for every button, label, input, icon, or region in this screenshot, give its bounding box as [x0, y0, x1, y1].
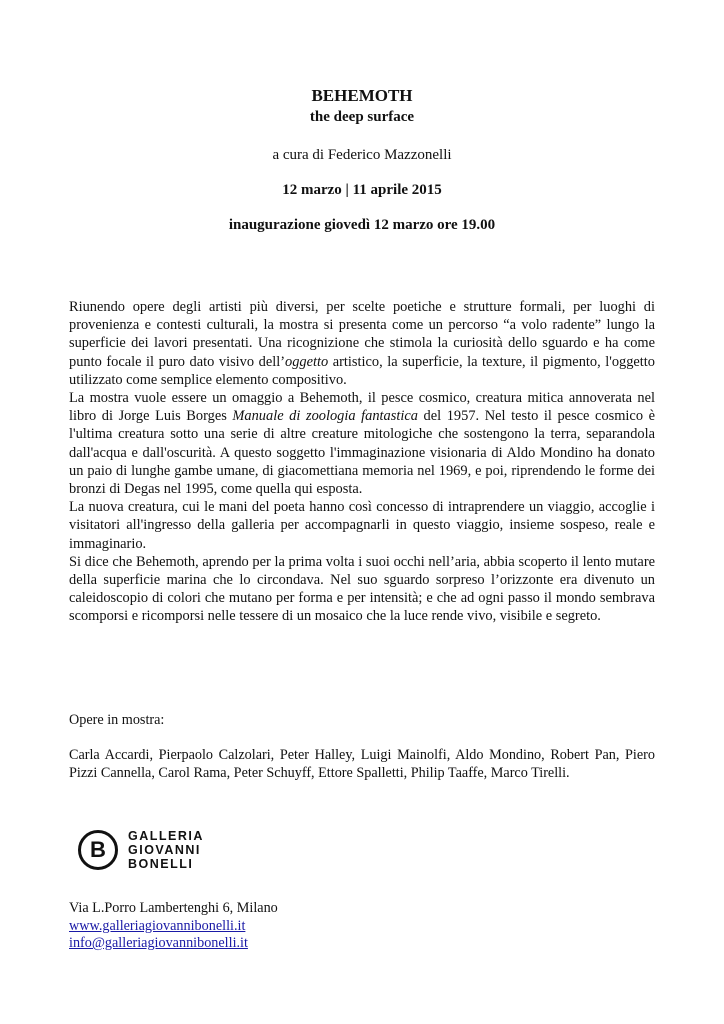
body-text [69, 298, 655, 626]
curator-line: a cura di Federico Mazzonelli [272, 147, 452, 163]
paragraph-3: La nuova creatura, cui le mani del poeta hanno così concesso di intraprendere un viaggio, accoglie i visitatori all'ingresso della galleria per accompagnarli in questo viaggio, insieme sospeso, reale e immaginario. [69, 499, 655, 552]
address-text: Via L.Porro Lambertenghi 6, Milano [69, 900, 278, 916]
header [0, 86, 724, 234]
paragraph-1-text-a: Riunendo opere degli artisti più diversi, per scelte poetiche e strutture formali, per luoghi di provenienza e contesti culturali, la mostra si presenta come un percorso “a volo radente” lungo la superficie dei lavori presentati. Una ricognizione che stimola la curiosità dello sguardo e ha come punto focale il puro dato visivo dell’ [69, 299, 655, 370]
logo-letter: B [90, 837, 106, 862]
paragraph-2 [69, 389, 655, 498]
gallery-logo [78, 826, 208, 880]
logo-line-2: GIOVANNI [128, 843, 201, 857]
logo-line-1: GALLERIA [128, 829, 204, 843]
works-label: Opere in mostra: [69, 712, 165, 728]
paragraph-2-emphasis: Manuale di zoologia fantastica [232, 408, 418, 425]
logo-line-3: BONELLI [128, 857, 194, 871]
exhibition-title: BEHEMOTH [311, 86, 413, 105]
paragraph-4: Si dice che Behemoth, aprendo per la prima volta i suoi occhi nell’aria, abbia scoperto il lento mutare della superficie marina che lo circondava. Nel suo sguardo sorpreso l’orizzonte era divenuto un caleidoscopio di colori che mutano per forma e per intensità; e che ad ogni passo il mondo sembrava scomporsi e ricomporsi nelle tessere di un mosaico che la luce rende vivo, visibile e segreto. [69, 553, 655, 625]
paragraph-1-text-b: artistico, la superficie, la texture, il pigmento, l'oggetto utilizzato come semplice elemento compositivo. [69, 353, 655, 388]
paragraph-2-text-b: del 1957. Nel testo il pesce cosmico è l'ultima creatura sotto una serie di altre creature mitologiche che sostengono la terra, separandola dall'acqua e dall'oscurità. A questo soggetto l'immaginazione visionaria di Aldo Mondino ha donato un paio di lunghe gambe umane, di giacomettiana memoria nel 1969, e poi, riprendendo le forme dei bronzi di Degas nel 1995, come quella qui esposta. [69, 408, 656, 498]
contact-block [69, 900, 278, 953]
paragraph-2-text-a: La mostra vuole essere un omaggio a Behemoth, il pesce cosmico, creatura mitica annoverata nel libro di Jorge Luis Borges [69, 390, 655, 425]
opening-line: inaugurazione giovedì 12 marzo ore 19.00 [228, 217, 496, 233]
paragraph-1-emphasis: oggetto [285, 353, 329, 370]
exhibition-dates: 12 marzo | 11 aprile 2015 [282, 182, 442, 198]
logo-wordmark [128, 829, 204, 871]
website-link[interactable]: www.galleriagiovannibonelli.it [69, 917, 246, 934]
exhibition-subtitle: the deep surface [309, 109, 415, 125]
artists-list: Carla Accardi, Pierpaolo Calzolari, Peter Halley, Luigi Mainolfi, Aldo Mondino, Robert Pan, Piero Pizzi Cannella, Carol Rama, Peter Schuyff, Ettore Spalletti, Philip Taaffe, Marco Tirelli. [69, 747, 655, 781]
paragraph-1 [69, 298, 655, 389]
email-link[interactable]: info@galleriagiovannibonelli.it [69, 935, 248, 951]
